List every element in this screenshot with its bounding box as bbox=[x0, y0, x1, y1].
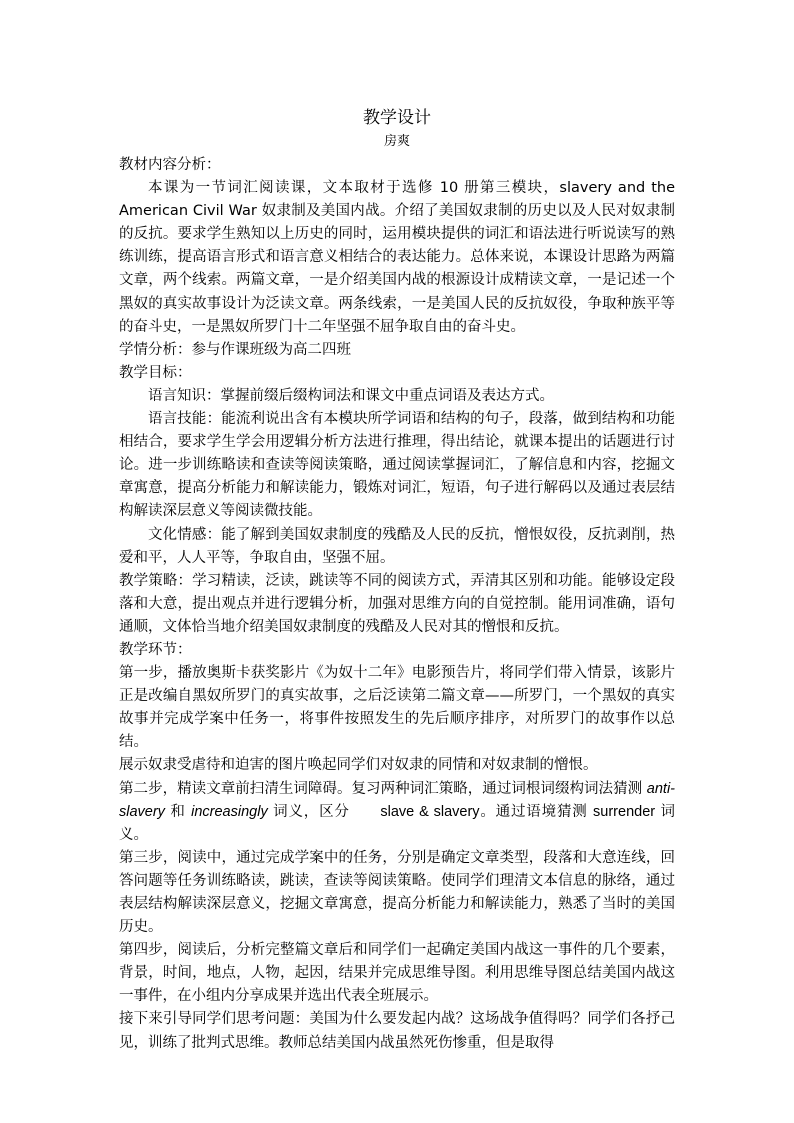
document-author: 房爽 bbox=[383, 134, 410, 149]
step-two-paragraph bbox=[119, 778, 675, 847]
step-one-note: 展示奴隶受虐待和迫害的图片唤起同学们对奴隶的同情和对奴隶制的憎恨。 bbox=[119, 757, 598, 774]
step-two-text-5: 词义。 bbox=[119, 803, 676, 843]
discussion-paragraph: 接下来引导同学们思考问题：美国为什么要发起内战？这场战争值得吗？同学们各抒己见，训练了批判式思维。教师总结美国内战虽然死伤惨重，但是取得 bbox=[119, 1011, 675, 1051]
procedure-heading: 教学环节： bbox=[119, 641, 192, 658]
document-page bbox=[119, 105, 675, 1055]
term-surrender: surrender bbox=[593, 803, 656, 820]
objective-culture: 文化情感：能了解到美国奴隶制度的残酷及人民的反抗，憎恨奴役，反抗剥削，热爱和平，人人平等，争取自由，坚强不屈。 bbox=[119, 526, 675, 566]
term-anti-slavery: anti-slavery bbox=[119, 780, 675, 820]
step-four-paragraph: 第四步，阅读后，分析完整篇文章后和同学们一起确定美国内战这一事件的几个要素，背景，时间，地点，人物，起因，结果并完成思维导图。利用思维导图总结美国内战这一事件，在小组内分享成果并选出代表全班展示。 bbox=[119, 942, 675, 1005]
term-increasingly: increasingly bbox=[191, 803, 268, 820]
learners-paragraph: 学情分析：参与作课班级为高二四班 bbox=[119, 341, 351, 358]
objective-knowledge: 语言知识：掌握前缀后缀构词法和课文中重点词语及表达方式。 bbox=[148, 387, 554, 404]
step-two-text-4: 。通过语境猜测 bbox=[479, 803, 594, 820]
step-one-paragraph: 第一步，播放奥斯卡获奖影片《为奴十二年》电影预告片，将同学们带入情景，该影片正是改编自黑奴所罗门的真实故事，之后泛读第二篇文章——所罗门，一个黑奴的真实故事并完成学案中任务一，将事件按照发生的先后顺序排序，对所罗门的故事作以总结。 bbox=[119, 665, 675, 751]
step-three-paragraph: 第三步，阅读中，通过完成学案中的任务，分别是确定文章类型，段落和大意连线，回答问题等任务训练略读，跳读，查读等阅读策略。使同学们理清文本信息的脉络，通过表层结构解读深层意义，挖掘文章寓意，提高分析能力和解读能力，熟悉了当时的美国历史。 bbox=[119, 849, 675, 936]
term-slave-slavery: slave & slavery bbox=[380, 803, 480, 820]
step-two-text-1: 第二步，精读文章前扫清生词障碍。复习两种词汇策略，通过词根词缀构词法猜测 bbox=[119, 780, 647, 797]
materials-paragraph: 本课为一节词汇阅读课，文本取材于选修 10 册第三模块，slavery and the American Civil War 奴隶制及美国内战。介绍了美国奴隶制的历史以及人民对奴隶制的反抗。要求学生熟知以上历史的同时，运用模块提供的词汇和语法进行听说读写的熟练训练，提高语言形式和语言意义相结合的表达能力。总体来说，本课设计思路为两篇文章，两个线索。两篇文章，一是介绍美国内战的根源设计成精读文章，一是记述一个黑奴的真实故事设计为泛读文章。两条线索，一是美国人民的反抗奴役，争取种族平等的奋斗史，一是黑奴所罗门十二年坚强不屈争取自由的奋斗史。 bbox=[119, 180, 675, 335]
document-title: 教学设计 bbox=[363, 108, 431, 128]
materials-heading: 教材内容分析： bbox=[119, 157, 221, 173]
strategy-paragraph: 教学策略：学习精读，泛读，跳读等不同的阅读方式，弄清其区别和功能。能够设定段落和大意，提出观点并进行逻辑分析，加强对思维方向的自觉控制。能用词准确，语句通顺，文体恰当地介绍美国奴隶制度的残酷及人民对其的憎恨和反抗。 bbox=[119, 572, 675, 635]
objective-skills: 语言技能：能流利说出含有本模块所学词语和结构的句子，段落，做到结构和功能相结合，要求学生学会用逻辑分析方法进行推理，得出结论，就课本提出的话题进行讨论。进一步训练略读和查读等阅读策略，通过阅读掌握词汇，了解信息和内容，挖掘文章寓意，提高分析能力和解读能力，锻炼对词汇，短语，句子进行解码以及通过表层结构解读深层意义等阅读微技能。 bbox=[119, 411, 675, 520]
step-two-text-2: 和 bbox=[164, 803, 192, 820]
step-two-text-3: 词义，区分 bbox=[267, 803, 381, 820]
objectives-heading: 教学目标： bbox=[119, 364, 192, 381]
